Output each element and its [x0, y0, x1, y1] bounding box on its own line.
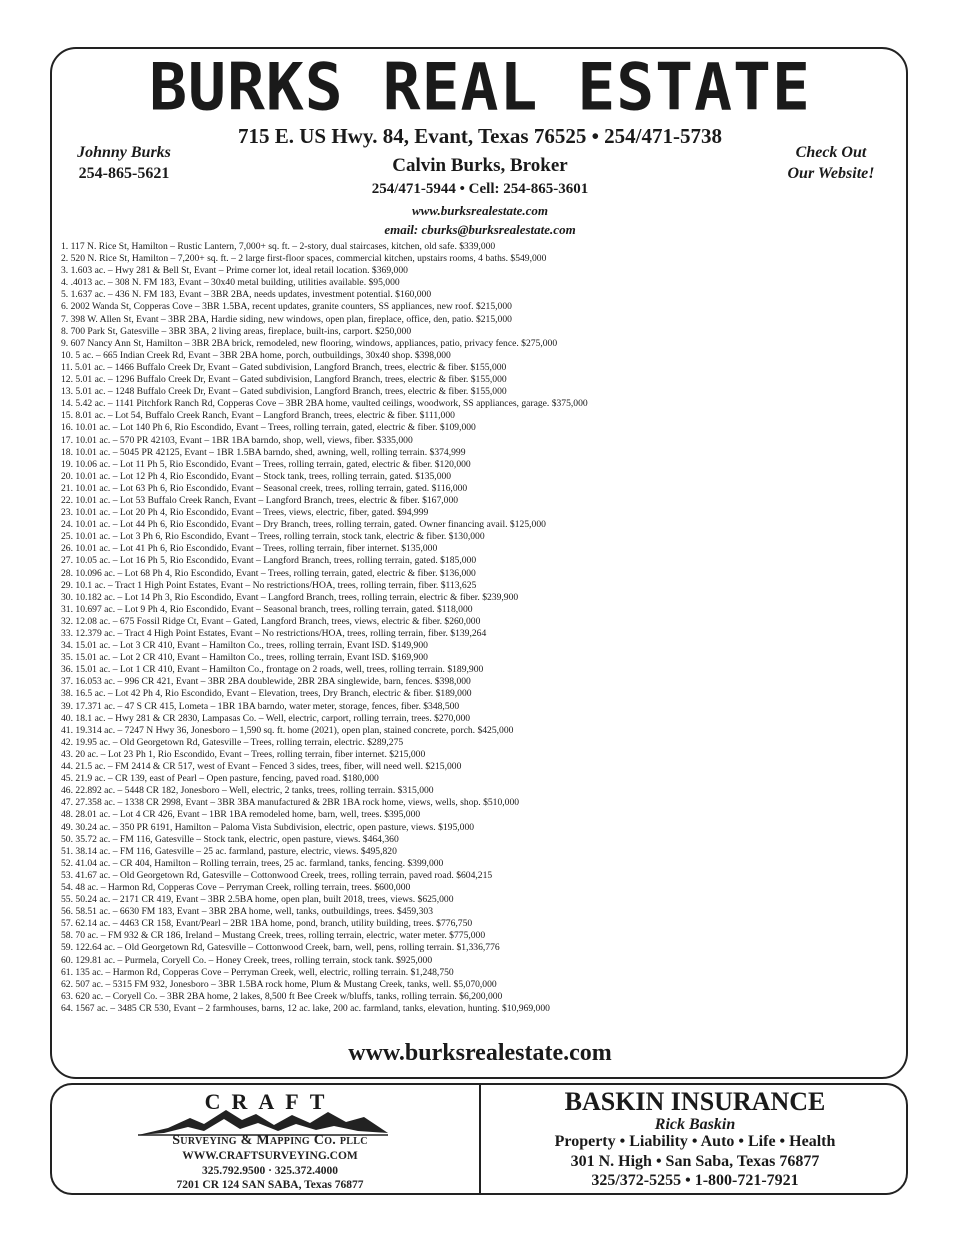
craft-address: 7201 CR 124 SAN SABA, Texas 76877: [176, 1179, 364, 1191]
craft-logo-word: CRAFT: [204, 1089, 336, 1114]
listing-item: 42. 19.95 ac. – Old Georgetown Rd, Gatesville – Trees, rolling terrain, electric. $289,275: [61, 736, 404, 748]
listing-item: 3. 1.603 ac. – Hwy 281 & Bell St, Evant – Prime corner lot, ideal retail location. $369,000: [61, 265, 408, 277]
listing-item: 2. 520 N. Rice St, Hamilton – 7,200+ sq. ft. – 2 large first-floor spaces, commercial kitchen, upstairs rooms, 4 baths. $549,000: [61, 253, 547, 265]
website-link[interactable]: www.burksrealestate.com: [411, 203, 549, 218]
listing-item: 16. 10.01 ac. – Lot 140 Ph 6, Rio Escondido, Evant – Trees, rolling terrain, gated, electric & fiber. $109,000: [61, 422, 476, 434]
listing-item: 64. 1567 ac. – 3485 CR 530, Evant – 2 farmhouses, barns, 12 ac. lake, 200 ac. farmland, tanks, elevation, hunting. $10,969,000: [61, 1002, 550, 1014]
insurance-address: 301 N. High • San Saba, Texas 76877: [570, 1153, 820, 1170]
listing-item: 26. 10.01 ac. – Lot 41 Ph 6, Rio Escondido, Evant – Trees, rolling terrain, fiber internet. $135,000: [61, 543, 438, 555]
listing-item: 20. 10.01 ac. – Lot 12 Ph 4, Rio Escondido, Evant – Stock tank, trees, rolling terrain, gated. $135,000: [61, 470, 452, 482]
promo-line-2: Our Website!: [787, 165, 875, 182]
listing-item: 28. 10.096 ac. – Lot 68 Ph 4, Rio Escondido, Evant – Trees, rolling terrain, gated, electric & fiber. $136,000: [61, 567, 476, 579]
listing-item: 19. 10.06 ac. – Lot 11 Ph 5, Rio Escondido, Evant – Trees, rolling terrain, gated, electric & fiber. $120,000: [61, 458, 471, 470]
listing-item: 56. 58.51 ac. – 6630 FM 183, Evant – 3BR 2BA home, well, tanks, outbuildings, trees. $459,303: [61, 906, 434, 918]
listing-item: 22. 10.01 ac. – Lot 53 Buffalo Creek Ranch, Evant – Langford Branch, trees, electric & fiber. $167,000: [61, 494, 459, 506]
property-listings: [61, 241, 891, 1015]
listing-item: 34. 15.01 ac. – Lot 3 CR 410, Evant – Hamilton Co., trees, rolling terrain, Evant ISD. $149,900: [61, 640, 428, 652]
listing-item: 36. 15.01 ac. – Lot 1 CR 410, Evant – Hamilton Co., frontage on 2 roads, well, trees, rolling terrain. $189,900: [61, 664, 484, 676]
broker-phones: 254/471-5944 • Cell: 254-865-3601: [371, 181, 589, 197]
listing-item: 35. 15.01 ac. – Lot 2 CR 410, Evant – Hamilton Co., trees, rolling terrain, Evant ISD. $169,900: [61, 652, 428, 664]
listing-item: 46. 22.892 ac. – 5448 CR 182, Jonesboro – Well, electric, 2 tanks, trees, rolling terrain. $315,000: [61, 785, 434, 797]
agent-phone: 254-865-5621: [78, 165, 170, 182]
listing-item: 11. 5.01 ac. – 1466 Buffalo Creek Dr, Evant – Gated subdivision, Langford Branch, trees, electric & fiber. $155,000: [61, 361, 507, 373]
listing-item: 10. 5 ac. – 665 Indian Creek Rd, Evant – 3BR 2BA home, porch, outbuildings, 30x40 shop. $398,000: [61, 349, 451, 361]
listing-item: 50. 35.72 ac. – FM 116, Gatesville – Stock tank, electric, open pasture, views. $464,360: [61, 833, 399, 845]
listing-item: 49. 30.24 ac. – 350 PR 6191, Hamilton – Paloma Vista Subdivision, electric, open pasture, views. $195,000: [61, 821, 475, 833]
office-address: 715 E. US Hwy. 84, Evant, Texas 76525 • 254/471-5738: [238, 124, 722, 148]
company-title: BURKS REAL ESTATE: [149, 49, 811, 126]
listing-item: 41. 19.314 ac. – 7247 N Hwy 36, Jonesboro – 1,590 sq. ft. home (2021), open plan, stained concrete, porch. $425,000: [61, 724, 514, 736]
bottom-website-link[interactable]: www.burksrealestate.com: [348, 1040, 612, 1066]
listing-item: 60. 129.81 ac. – Purmela, Coryell Co. – Honey Creek, trees, rolling terrain, stock tank. $925,000: [61, 954, 433, 966]
listing-item: 30. 10.182 ac. – Lot 14 Ph 3, Rio Escondido, Evant – Langford Branch, trees, rolling terrain, electric & fiber. $239,900: [61, 591, 519, 603]
listing-item: 39. 17.371 ac. – 47 S CR 415, Lometa – 1BR 1BA barndo, water meter, storage, fences, fiber. $348,500: [61, 700, 460, 712]
listing-item: 47. 27.358 ac. – 1338 CR 2998, Evant – 3BR 3BA manufactured & 2BR 1BA rock home, views, wells, shop. $510,000: [61, 797, 520, 809]
listing-item: 9. 607 Nancy Ann St, Hamilton – 3BR 2BA brick, remodeled, new flooring, windows, appliances, patio, privacy fence. $275,000: [61, 337, 558, 349]
listing-item: 54. 48 ac. – Harmon Rd, Copperas Cove – Perryman Creek, rolling terrain, trees. $600,000: [61, 881, 411, 893]
listing-item: 6. 2002 Wanda St, Copperas Cove – 3BR 1.5BA, recent updates, granite counters, SS appliances, new roof. $215,000: [61, 301, 512, 313]
footer-divider: [479, 1085, 481, 1193]
listing-item: 12. 5.01 ac. – 1296 Buffalo Creek Dr, Evant – Gated subdivision, Langford Branch, trees, electric & fiber. $155,000: [61, 374, 507, 386]
listing-item: 63. 620 ac. – Coryell Co. – 3BR 2BA home, 2 lakes, 8,500 ft Bee Creek w/bluffs, tanks, rolling terrain. $6,200,000: [61, 990, 503, 1002]
insurance-title: BASKIN INSURANCE: [564, 1087, 826, 1116]
listing-item: 59. 122.64 ac. – Old Georgetown Rd, Gatesville – Cottonwood Creek, barn, well, pens, rolling terrain. $1,336,776: [61, 942, 500, 954]
listing-item: 13. 5.01 ac. – 1248 Buffalo Creek Dr, Evant – Gated subdivision, Langford Branch, trees, electric & fiber. $155,000: [61, 386, 507, 398]
listing-item: 62. 507 ac. – 5315 FM 932, Jonesboro – 3BR 1.5BA rock home, Plum & Mustang Creek, tanks, well. $5,070,000: [61, 978, 497, 990]
listing-item: 21. 10.01 ac. – Lot 63 Ph 6, Rio Escondido, Evant – Seasonal creek, trees, rolling terrain, gated. $116,000: [61, 482, 468, 494]
listing-item: 55. 50.24 ac. – 2171 CR 419, Evant – 3BR 2.5BA home, open plan, built 2018, trees, views. $625,000: [61, 894, 454, 906]
listing-item: 53. 41.67 ac. – Old Georgetown Rd, Gatesville – Cottonwood Creek, trees, rolling terrain, paved road. $604,215: [61, 869, 493, 881]
listing-item: 27. 10.05 ac. – Lot 16 Ph 5, Rio Escondido, Evant – Langford Branch, trees, rolling terrain, gated. $185,000: [61, 555, 477, 567]
listing-item: 48. 28.01 ac. – Lot 4 CR 426, Evant – 1BR 1BA remodeled home, barn, well, trees. $395,000: [61, 809, 421, 821]
listing-item: 31. 10.697 ac. – Lot 9 Ph 4, Rio Escondido, Evant – Seasonal branch, trees, rolling terrain, gated. $118,000: [61, 603, 473, 615]
listing-item: 23. 10.01 ac. – Lot 20 Ph 4, Rio Escondido, Evant – Trees, views, electric, fiber, gated. $94,999: [61, 507, 429, 519]
insurance-phones: 325/372-5255 • 1-800-721-7921: [591, 1172, 799, 1189]
insurance-agent: Rick Baskin: [654, 1116, 736, 1133]
listing-item: 51. 38.14 ac. – FM 116, Gatesville – 25 ac. farmland, pasture, electric, views. $495,820: [61, 845, 397, 857]
listing-item: 58. 70 ac. – FM 932 & CR 186, Ireland – Mustang Creek, trees, rolling terrain, electric, water meter. $775,000: [61, 930, 486, 942]
listing-item: 33. 12.379 ac. – Tract 4 High Point Estates, Evant – No restrictions/HOA, trees, rolling terrain, fiber. $139,264: [61, 628, 487, 639]
mountain-range-icon: [138, 1106, 388, 1136]
listing-item: 8. 700 Park St, Gatesville – 3BR 3BA, 2 living areas, fireplace, built-ins, carport. $250,000: [61, 325, 412, 337]
insurance-services: Property • Liability • Auto • Life • Health: [554, 1133, 836, 1150]
broker-name: Calvin Burks, Broker: [392, 155, 568, 176]
listing-item: 15. 8.01 ac. – Lot 54, Buffalo Creek Ranch, Evant – Langford Branch, trees, electric & fiber. $111,000: [61, 410, 455, 422]
listing-item: 7. 398 W. Allen St, Evant – 3BR 2BA, Hardie siding, new windows, open plan, fireplace, office, den, patio. $215,000: [61, 313, 512, 325]
listing-item: 17. 10.01 ac. – 570 PR 42103, Evant – 1BR 1BA barndo, shop, well, views, fiber. $335,000: [61, 434, 413, 446]
listing-item: 43. 20 ac. – Lot 23 Ph 1, Rio Escondido, Evant – Trees, rolling terrain, fiber internet. $215,000: [61, 748, 426, 760]
listing-item: 24. 10.01 ac. – Lot 44 Ph 6, Rio Escondido, Evant – Dry Branch, trees, rolling terrain, gated. Owner financing avail. $125,000: [61, 519, 546, 531]
listing-item: 40. 18.1 ac. – Hwy 281 & CR 2830, Lampasas Co. – Well, electric, carport, rolling terrain, trees. $270,000: [61, 712, 471, 724]
email-link[interactable]: email: cburks@burksrealestate.com: [384, 222, 576, 237]
listing-item: 38. 16.5 ac. – Lot 42 Ph 4, Rio Escondido, Evant – Elevation, trees, Dry Branch, electric & fiber. $189,000: [61, 688, 472, 700]
listing-item: 45. 21.9 ac. – CR 139, east of Pearl – Open pasture, fencing, paved road. $180,000: [61, 773, 379, 785]
listing-item: 52. 41.04 ac. – CR 404, Hamilton – Rolling terrain, trees, 25 ac. farmland, tanks, fencing. $399,000: [61, 857, 444, 869]
craft-company-name: Surveying & Mapping Co. pllc: [172, 1133, 368, 1148]
listing-item: 37. 16.053 ac. – 996 CR 421, Evant – 3BR 2BA doublewide, 2BR 2BA singlewide, barn, fences. $398,000: [61, 676, 471, 688]
craft-phones: 325.792.9500 · 325.372.4000: [201, 1165, 339, 1177]
listing-item: 18. 10.01 ac. – 5045 PR 42125, Evant – 1BR 1.5BA barndo, shed, awning, well, rolling terrain. $374,999: [61, 446, 466, 458]
promo-line-1: Check Out: [795, 144, 867, 161]
listing-item: 44. 21.5 ac. – FM 2414 & CR 517, west of Evant – Fenced 3 sides, trees, fiber, will need well. $215,000: [61, 761, 462, 773]
listing-item: 1. 117 N. Rice St, Hamilton – Rustic Lantern, 7,000+ sq. ft. – 2-story, dual staircases, kitchen, old safe. $339,000: [61, 241, 496, 252]
listing-item: 29. 10.1 ac. – Tract 1 High Point Estates, Evant – No restrictions/HOA, trees, rolling terrain, fiber. $113,625: [61, 579, 477, 591]
agent-name: Johnny Burks: [77, 144, 171, 161]
craft-website[interactable]: WWW.CRAFTSURVEYING.COM: [182, 1150, 358, 1162]
listing-item: 25. 10.01 ac. – Lot 3 Ph 6, Rio Escondido, Evant – Trees, rolling terrain, stock tank, electric & fiber. $130,000: [61, 531, 485, 543]
listing-item: 5. 1.637 ac. – 436 N. FM 183, Evant – 3BR 2BA, needs updates, investment potential. $160,000: [61, 289, 432, 301]
listing-item: 4. .4013 ac. – 308 N. FM 183, Evant – 30x40 metal building, utilities available. $95,000: [61, 277, 400, 289]
listing-item: 32. 12.08 ac. – 675 Fossil Ridge Ct, Evant – Gated, Langford Branch, trees, views, electric & fiber. $260,000: [61, 615, 481, 627]
listing-item: 57. 62.14 ac. – 4463 CR 158, Evant/Pearl – 2BR 1BA home, pond, branch, utility building, trees. $776,750: [61, 918, 473, 930]
listing-item: 14. 5.42 ac. – 1141 Pitchfork Ranch Rd, Copperas Cove – 3BR 2BA home, vaulted ceilings, woodwork, SS appliances, garage. $375,000: [61, 398, 588, 410]
website-promo: [772, 142, 890, 184]
listing-item: 61. 135 ac. – Harmon Rd, Copperas Cove – Perryman Creek, well, electric, rolling terrain. $1,248,750: [61, 966, 454, 978]
agent-contact: [62, 142, 186, 184]
